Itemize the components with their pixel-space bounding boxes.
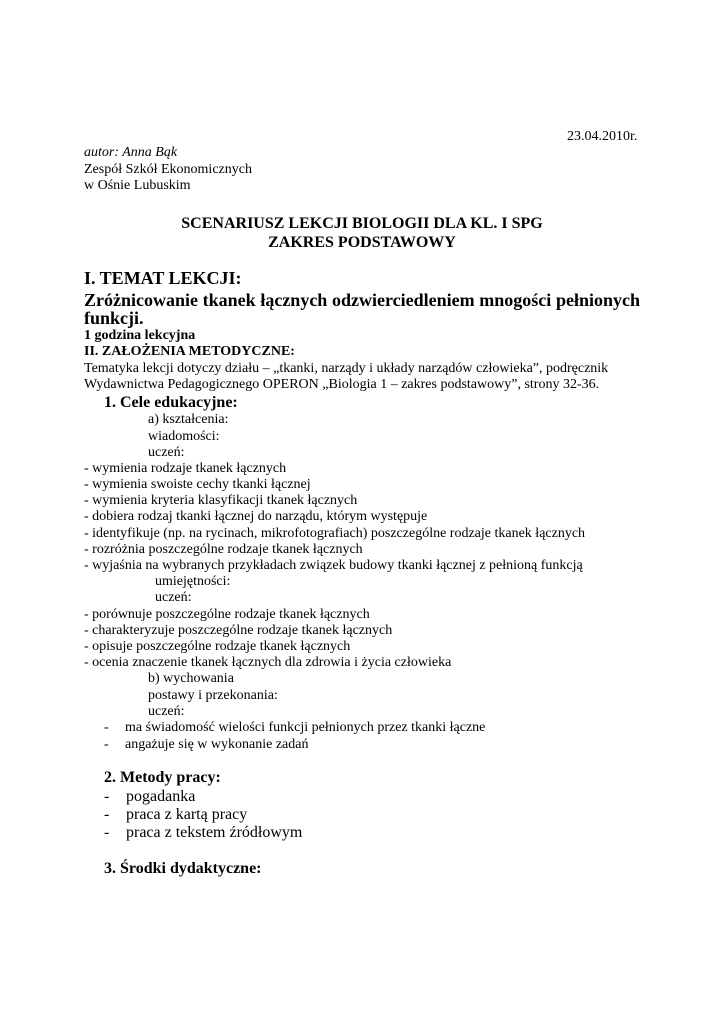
topic-word: mnogości: [479, 290, 552, 310]
document-title-line1: SCENARIUSZ LEKCJI BIOLOGII DLA KL. I SPG: [181, 215, 543, 232]
list-bullet: -: [104, 824, 110, 841]
list-item: - rozróżnia poszczególne rodzaje tkanek łącznych: [84, 542, 363, 557]
list-bullet: -: [104, 788, 110, 805]
student-label: uczeń:: [155, 590, 192, 605]
list-item: ma świadomość wielości funkcji pełnionych przez tkanki łączne: [125, 720, 486, 735]
author-line: autor: Anna Bąk: [84, 145, 178, 160]
list-item: pogadanka: [126, 788, 196, 805]
list-item: - wymienia swoiste cechy tkanki łącznej: [84, 477, 311, 492]
means-heading: 3. Środki dydaktyczne:: [104, 860, 262, 877]
list-item: - wyjaśnia na wybranych przykładach związek budowy tkanki łącznej z pełnioną funkcją: [84, 558, 583, 573]
goals-sub-b: b) wychowania: [148, 671, 234, 686]
topic-word: odzwierciedleniem: [331, 290, 475, 310]
document-date: 23.04.2010r.: [567, 129, 638, 144]
list-bullet: -: [104, 806, 110, 823]
list-item: - charakteryzuje poszczególne rodzaje tkanek łącznych: [84, 623, 393, 638]
list-item: praca z tekstem źródłowym: [126, 824, 303, 841]
lesson-topic-line1: [84, 290, 640, 311]
topic-word: łącznych: [260, 290, 328, 310]
student-label: uczeń:: [148, 704, 185, 719]
methodology-intro-line2: Wydawnictwa Pedagogicznego OPERON „Biologia 1 – zakres podstawowy”, strony 32-36.: [84, 377, 600, 392]
school-name: Zespół Szkół Ekonomicznych: [84, 162, 252, 177]
school-location: w Ośnie Lubuskim: [84, 178, 191, 193]
methods-heading: 2. Metody pracy:: [104, 769, 221, 786]
topic-word: Zróżnicowanie: [84, 290, 198, 310]
list-item: - porównuje poszczególne rodzaje tkanek łącznych: [84, 607, 370, 622]
section-1-heading: I. TEMAT LEKCJI:: [84, 268, 242, 288]
goals-sub-a: a) kształcenia:: [148, 412, 229, 427]
document-title-line2: ZAKRES PODSTAWOWY: [268, 234, 456, 251]
list-bullet: -: [104, 737, 109, 752]
list-item: - dobiera rodzaj tkanki łącznej do narządu, którym występuje: [84, 509, 428, 524]
attitudes-label: postawy i przekonania:: [148, 688, 278, 703]
list-item: - wymienia rodzaje tkanek łącznych: [84, 461, 287, 476]
list-item: - identyfikuje (np. na rycinach, mikrofotografiach) poszczególne rodzaje tkanek łącznych: [84, 526, 586, 541]
lesson-duration: 1 godzina lekcyjna: [84, 328, 196, 343]
section-2-heading: II. ZAŁOŻENIA METODYCZNE:: [84, 344, 295, 359]
list-bullet: -: [104, 720, 109, 735]
list-item: praca z kartą pracy: [126, 806, 248, 823]
list-item: - wymienia kryteria klasyfikacji tkanek łącznych: [84, 493, 358, 508]
knowledge-label: wiadomości:: [148, 429, 220, 444]
list-item: - opisuje poszczególne rodzaje tkanek łącznych: [84, 639, 351, 654]
skills-label: umiejętności:: [155, 574, 231, 589]
goals-heading: 1. Cele edukacyjne:: [104, 394, 238, 411]
topic-word: tkanek: [202, 290, 256, 310]
topic-word: pełnionych: [555, 290, 640, 310]
lesson-topic-line2: funkcji.: [84, 308, 144, 328]
list-item: - ocenia znaczenie tkanek łącznych dla zdrowia i życia człowieka: [84, 655, 452, 670]
methodology-intro-line1: Tematyka lekcji dotyczy działu – „tkanki, narządy i układy narządów człowieka”, podręcznik: [84, 361, 609, 376]
list-item: angażuje się w wykonanie zadań: [125, 737, 309, 752]
student-label: uczeń:: [148, 445, 185, 460]
